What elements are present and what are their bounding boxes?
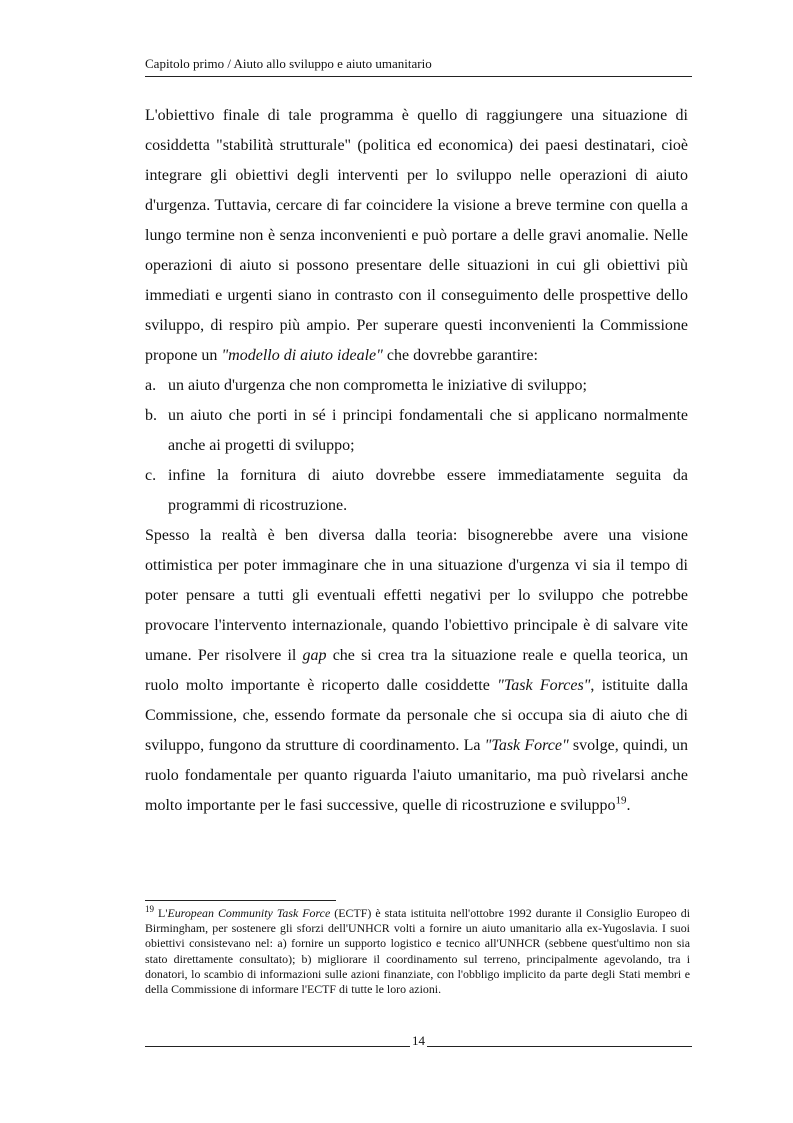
- paragraph-1-text-a: L'obiettivo finale di tale programma è quello di raggiungere una situazione di cosiddetta "stabilità strutturale" (politica ed economica) dei paesi destinatari, cioè integrare gli obiettivi degli interventi per lo sviluppo nelle operazioni di aiuto d'urgenza. Tuttavia, cercare di far coincidere la visione a breve termine con quella a lungo termine non è senza inconvenienti e può portare a delle gravi anomalie. Nelle operazioni di aiuto si possono presentare delle situazioni in cui gli obiettivi più immediati e urgenti siano in contrasto con il conseguimento delle prospettive dello sviluppo, di respiro più ampio. Per superare questi inconvenienti la Commissione propone un: [145, 107, 688, 364]
- footnote-separator: [145, 900, 336, 901]
- list-item-text: infine la fornitura di aiuto dovrebbe essere immediatamente seguita da programmi di ricostruzione.: [168, 467, 688, 514]
- list-item: [145, 371, 688, 401]
- footnote-text-a: L': [154, 906, 168, 920]
- emphasis-gap: gap: [302, 647, 327, 664]
- paragraph-2: [145, 521, 688, 821]
- emphasis-task-forces: "Task Forces": [497, 677, 591, 694]
- page-footer: [145, 1032, 692, 1050]
- header-rule: [145, 76, 692, 77]
- paragraph-2-text-b: che si crea tra la situazione reale e quella teorica, un ruolo molto importante è ricoperto dalle cosiddette: [145, 647, 689, 694]
- list-item-text: un aiuto che porti in sé i principi fondamentali che si applicano normalmente anche ai progetti di sviluppo;: [168, 407, 688, 454]
- footnote-emphasis: European Community Task Force: [167, 906, 331, 920]
- paragraph-1-emphasis: "modello di aiuto ideale": [221, 347, 383, 364]
- footer-rule-right: [427, 1046, 692, 1047]
- footnote-number: 19: [145, 904, 154, 915]
- footnote-text-b: (ECTF) è stata istituita nell'ottobre 1992 durante il Consiglio Europeo di Birmingham, per sostenere gli sforzi dell'UNHCR volti a fornire un aiuto umanitario alla ex-Yugoslavia. I suoi obiettivi consistevano nel: a) fornire un supporto logistico e tecnico all'UNHCR (sebbene quest'ultimo non sia stato direttamente consultato); b) migliorare il coordinamento sul terreno, principalmente agevolando, tra i donatori, lo scambio di informazioni sulle azioni finanziate, con l'obbligo implicito da parte degli Stati membri e della Commissione di informare l'ECTF di tutte le loro azioni.: [145, 906, 690, 997]
- list-item-marker: b.: [145, 407, 157, 424]
- footnote-text: [145, 906, 690, 997]
- paragraph-2-text-e: .: [626, 797, 631, 814]
- paragraph-2-text-a: Spesso la realtà è ben diversa dalla teoria: bisognerebbe avere una visione ottimistica per poter immaginare che in una situazione d'urgenza vi sia il tempo di poter pensare a tutti gli eventuali effetti negativi per lo sviluppo che potrebbe provocare l'intervento internazionale, quando l'obiettivo principale è di salvare vite umane. Per risolvere il: [145, 527, 688, 664]
- paragraph-1: [145, 101, 688, 371]
- page-number: 14: [412, 1033, 425, 1048]
- emphasis-task-force: "Task Force": [484, 737, 569, 754]
- footnote-reference[interactable]: 19: [615, 794, 627, 807]
- main-text: [145, 101, 688, 821]
- footnote: [145, 906, 690, 997]
- list-item-marker: c.: [145, 467, 157, 484]
- list-item-marker: a.: [145, 377, 157, 394]
- list-item-text: un aiuto d'urgenza che non comprometta le iniziative di sviluppo;: [168, 377, 587, 394]
- list-item: [145, 461, 688, 521]
- paragraph-2-text-c: , istituite dalla Commissione, che, essendo formate da personale che si occupa sia di aiuto che di sviluppo, fungono da strutture di coordinamento. La: [145, 677, 689, 754]
- list-item: [145, 401, 688, 461]
- paragraph-2-text-d: svolge, quindi, un ruolo fondamentale per quanto riguarda l'aiuto umanitario, ma può rivelarsi anche molto importante per le fasi successive, quelle di ricostruzione e sviluppo: [145, 737, 689, 814]
- requirements-list: [145, 371, 688, 521]
- running-header: Capitolo primo / Aiuto allo sviluppo e aiuto umanitario: [145, 56, 432, 71]
- paragraph-1-text-b: che dovrebbe garantire:: [382, 347, 538, 364]
- footer-rule-left: [145, 1046, 410, 1047]
